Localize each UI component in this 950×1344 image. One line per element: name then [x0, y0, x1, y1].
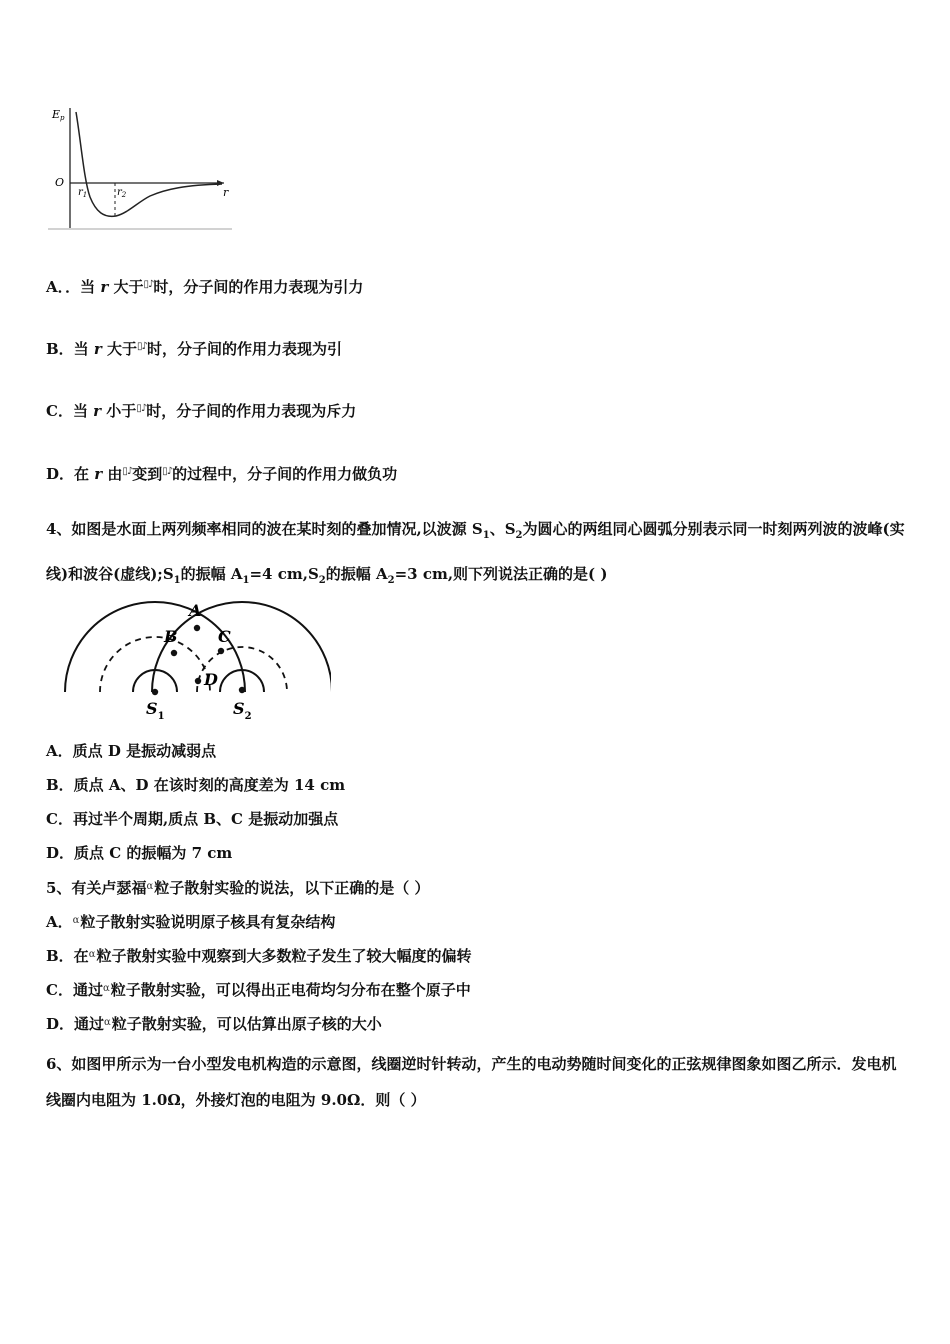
label-d: D: [204, 670, 218, 689]
source-s1: [152, 689, 158, 695]
source-s2: [239, 687, 245, 693]
q3-option-d: D．在 r 由▯♪变到▯♪的过程中，分子间的作用力做负功: [46, 462, 397, 484]
q6-stem: 6、如图甲所示为一台小型发电机构造的示意图，线圈逆时针转动，产生的电动势随时间变化的正弦规律图象如图乙所示．发电机线圈内电阻为 1.0Ω，外接灯泡的电阻为 9.0Ω．则（ ）: [46, 1055, 897, 1109]
r1-label: $r_1$: [78, 187, 88, 199]
q5-stem: 5、有关卢瑟福α粒子散射实验的说法，以下正确的是（ ）: [46, 879, 430, 897]
q5-option-b: B．在α粒子散射实验中观察到大多数粒子发生了较大幅度的偏转: [46, 947, 472, 965]
missing-symbol-icon: ▯♪: [137, 341, 147, 352]
q5-option-d: D．通过α粒子散射实验，可以估算出原子核的大小: [46, 1015, 382, 1033]
x-axis-label: r: [223, 186, 229, 199]
s1-trough-arc: [100, 637, 210, 692]
q5-option-c: C．通过α粒子散射实验，可以得出正电荷均匀分布在整个原子中: [46, 981, 471, 999]
ep-curve: [76, 112, 222, 216]
origin-label: O: [55, 176, 65, 189]
missing-symbol-icon: ▯♪: [136, 403, 147, 414]
point-a: [194, 625, 200, 631]
point-b: [171, 650, 177, 656]
q4-option-c: C．再过半个周期,质点 B、C 是振动加强点: [46, 810, 339, 828]
alpha-symbol: α: [102, 983, 110, 994]
q3-option-b: B．当 r 大于▯♪时，分子间的作用力表现为引: [46, 337, 342, 359]
s1-crest-arc-inner: [133, 670, 177, 692]
q5-option-a: A．α粒子散射实验说明原子核具有复杂结构: [46, 913, 336, 931]
q4-option-a: A．质点 D 是振动减弱点: [46, 742, 217, 760]
alpha-symbol: α: [104, 1017, 111, 1028]
label-s2: $S_2$: [233, 699, 252, 722]
alpha-symbol: α: [146, 881, 154, 892]
potential-energy-graph: [46, 102, 236, 234]
label-c: C: [218, 627, 231, 646]
point-c: [218, 648, 224, 654]
missing-symbol-icon: ▯♪: [162, 466, 173, 477]
label-a: A: [189, 601, 202, 620]
point-d: [195, 678, 201, 684]
s1-crest-arc-outer: [65, 602, 245, 692]
missing-symbol-icon: ▯♪: [122, 466, 133, 477]
alpha-symbol: α: [88, 949, 96, 960]
label-b: B: [164, 627, 178, 646]
q4-option-d: D．质点 C 的振幅为 7 cm: [46, 844, 233, 862]
q3-option-a: A．．当 r 大于▯♪时，分子间的作用力表现为引力: [46, 275, 363, 297]
q4-option-b: B．质点 A、D 在该时刻的高度差为 14 cm: [46, 776, 346, 794]
q4-stem: 4、如图是水面上两列频率相同的波在某时刻的叠加情况,以波源 $S_1$、$S_2$为圆心的两组同心圆弧分别表示同一时刻两列波的波峰(实线)和波谷(虚线)$;S_1$的振幅 $A_1=4$ $cm,S_2$的振幅 $A_2=3$ cm,则下列说法正确的是( ): [46, 520, 905, 586]
missing-symbol-icon: ▯♪: [143, 279, 154, 290]
alpha-symbol: α: [72, 915, 80, 926]
label-s1: $S_1$: [146, 699, 165, 722]
r2-label: $r_2$: [117, 187, 127, 199]
wave-interference-diagram: [56, 596, 331, 724]
y-axis-label: Ep: [52, 108, 65, 122]
q3-option-c: C．当 r 小于▯♪时，分子间的作用力表现为斥力: [46, 399, 356, 421]
